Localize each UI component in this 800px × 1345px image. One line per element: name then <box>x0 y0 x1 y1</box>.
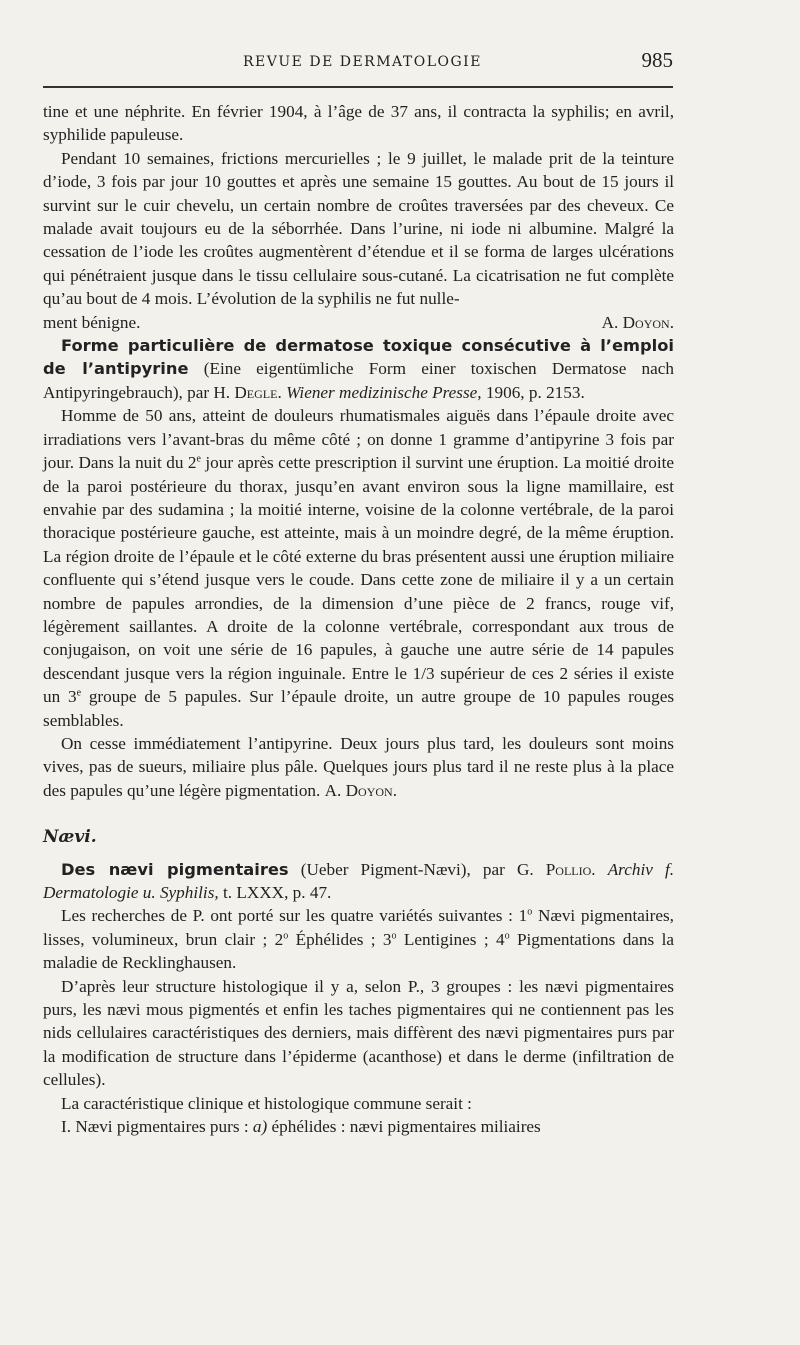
author-signature: A. Doyon. <box>324 780 397 800</box>
paragraph: Homme de 50 ans, atteint de douleurs rhumatismales aiguës dans l’épaule droite avec irradiations vers l’avant-bras du même côté ; on donne 1 gramme d’antipyrine 3 fois par jour. Dans la nuit du 2e jour après cette prescription il survint une éruption. La moitié droite de la paroi postérieure du thorax, jusqu’en avant environ sous la ligne mamillaire, est envahie par des sudamina ; la moitié interne, voisine de la colonne vertébrale, de la paroi thoracique postérieure gauche, est atteinte, mais à un moindre degré, de la même éruption. La région droite de l’épaule et le côté externe du bras présentent aussi une éruption miliaire confluente qui s’étend jusque vers le coude. Dans cette zone de miliaire il y a un certain nombre de papules arrondies, de la dimension d’une pièce de 2 francs, rouge vif, légèrement saillantes. A droite de la colonne vertébrale, correspondant aux trous de conjugaison, on voit une série de 16 papules, à gauche une autre série de 14 papules descendant jusque vers la région inguinale. Entre le 1/3 supérieur de ces 2 séries il existe un 3e groupe de 5 papules. Sur l’épaule droite, un autre groupe de 10 papules rouges semblables. <box>43 406 675 730</box>
running-title: REVUE DE DERMATOLOGIE <box>243 54 482 70</box>
journal-reference: 1906, p. 2153. <box>485 382 585 402</box>
paragraph: Pendant 10 semaines, frictions mercurielles ; le 9 juillet, le malade prit de la teinture d’iode, 3 fois par jour 10 gouttes et après une semaine 15 gouttes. Au bout de 15 jours il survint sur le cuir chevelu, un certain nombre de croûtes traversées par des cheveux. Ce malade avait toujours eu de la séborrhée. Dans l’urine, ni iode ni albumine. Malgré la cessation de l’iode les croûtes augmentèrent d’étendue et il se forma de larges ulcérations qui pénétraient jusque dans le tissu cellulaire sous-cutané. La cicatrisation ne fut complète qu’au bout de 4 mois. L’évolution de la syphilis ne fut nulle- <box>43 148 674 309</box>
paragraph-last-line: ment bénigne. <box>43 312 141 332</box>
author-signature: A. Doyon. <box>601 312 674 332</box>
page-header <box>43 48 673 76</box>
signoff-line <box>43 311 674 334</box>
paragraph: On cesse immédiatement l’antipyrine. Deux jours plus tard, les douleurs sont moins vives, pas de sueurs, miliaire plus pâle. Quelques jours plus tard il ne reste plus à la place des papules qu’une légère pigmentation. A. Doyon. <box>43 733 674 800</box>
paragraph: Les recherches de P. ont porté sur les quatre variétés suivantes : 1$^o$ Nævi pigmentaires, lisses, volumineux, brun clair ; 2$^o$ Éphélides ; 3$^o$ Lentigines ; 4$^o$ Pigmentations dans la maladie de Recklinghausen. <box>43 906 674 973</box>
article-author: G. Pollio. <box>516 859 596 879</box>
paragraph: La caractéristique clinique et histologique commune serait : <box>61 1093 472 1113</box>
journal-name: Wiener medizinische Presse, <box>286 382 482 402</box>
body-text <box>43 100 674 1138</box>
paragraph: I. Nævi pigmentaires purs : a) éphélides : nævi pigmentaires miliaires <box>61 1117 541 1137</box>
article-heading <box>43 334 674 404</box>
article-heading <box>43 858 674 905</box>
paragraph: D’après leur structure histologique il y a, selon P., 3 groupes : les nævi pigmentaires purs, les nævi mous pigmentés et enfin les taches pigmentaires qui ne contiennent pas les nids cellulaires caractéristiques des derniers, mais diffèrent des nævi pigmentaires purs par la modification de structure dans l’épiderme (acanthose) et dans le derme (infiltration de cellules). <box>43 976 674 1090</box>
article-title: Forme particulière de dermatose toxique consécutive à l’emploi de l’antipyrine <box>43 336 674 379</box>
page-number: 985 <box>641 48 673 72</box>
paragraph: tine et une néphrite. En février 1904, à l’âge de 37 ans, il contracta la syphilis; en avril, syphilide papuleuse. <box>43 102 674 145</box>
journal-name: Archiv f. Dermatologie u. Syphilis, <box>43 859 675 902</box>
article-subtitle: (Ueber Pigment-Nævi), par <box>300 859 505 879</box>
journal-reference: t. LXXX, p. 47. <box>222 883 332 902</box>
article-title: Des nævi pigmentaires <box>61 859 289 879</box>
article-author: H. Degle. <box>213 382 282 402</box>
header-rule <box>43 86 673 88</box>
section-heading: Nævi. <box>43 827 97 848</box>
article-subtitle: (Eine eigentümliche Form einer toxischen Dermatose nach Antipyringebrauch), par <box>43 359 674 402</box>
